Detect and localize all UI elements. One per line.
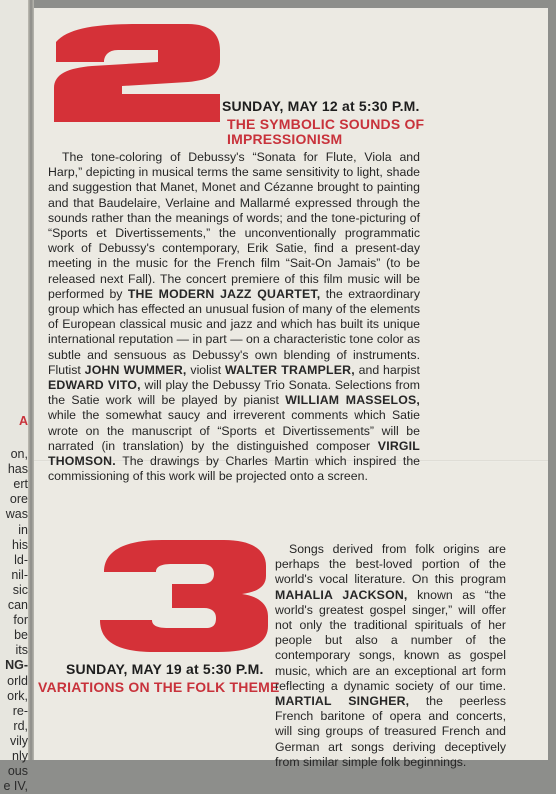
section-number-3	[96, 536, 270, 654]
left-page-fragment: for	[13, 613, 28, 628]
left-page-fragment: sic	[12, 582, 28, 597]
section-2-text: The drawings by Charles Martin which inspired the commissioning of this work will be projected onto a screen.	[48, 454, 420, 484]
left-page-column	[0, 0, 30, 794]
section-2-date: SUNDAY, MAY 12 at 5:30 P.M.	[222, 98, 420, 114]
section-2-text: the extraordinary group which has effected an unusual fusion of many of the elements of European classical music and jazz and which has built its unique international reputation — in part — on a characteristic tone color as subtle and sensuous as Debussy's own blending of instruments. Flutist	[48, 286, 420, 377]
left-page-fragment: nil-	[11, 567, 28, 582]
section-3-date: SUNDAY, MAY 19 at 5:30 P.M.	[66, 661, 264, 677]
section-3-title	[38, 680, 280, 695]
left-page-fragment: was	[5, 507, 28, 522]
left-page-fragment: ous	[7, 764, 28, 779]
performer-mahalia-jackson: MAHALIA JACKSON,	[275, 587, 408, 602]
left-page-fragment: ert	[13, 477, 28, 492]
section-2-description	[48, 150, 420, 484]
performer-walter-trampler: WALTER TRAMPLER,	[225, 362, 355, 377]
left-page-fragment: has	[7, 462, 28, 477]
section-3-title-line: VARIATIONS ON THE FOLK THEME	[38, 679, 280, 695]
left-page-fragment: be	[14, 628, 28, 643]
left-page-fragment: A	[18, 414, 28, 428]
section-3-heading	[66, 661, 264, 677]
section-number-2	[48, 22, 224, 124]
left-page-fragment: its	[15, 643, 28, 658]
performer-virgil-thomson: VIRGIL THOMSON.	[48, 438, 420, 469]
left-page-fragment: rd,	[13, 718, 28, 733]
section-3-description	[275, 542, 506, 770]
section-3-text: Songs derived from folk origins are perhaps the best-loved portion of the world's vocal literature. On this program	[275, 542, 506, 587]
left-page-fragment: nly	[12, 749, 28, 763]
performer-martial-singher: MARTIAL SINGHER,	[275, 694, 410, 709]
section-2-text: The tone-coloring of Debussy's “Sonata for Flute, Viola and Harp,” depicting in musical terms the same sensitivity to light, shade and suggestion that Manet, Monet and Cézanne brought to painting and that Baudelaire, Verlaine and Mallarmé expressed through the sounds rather than the meanings of words; and the tone-picturing of “Sports et Divertissements,” the unconventionally programmatic work of Debussy's contemporary, Erik Satie, find a present-day meeting in the music for the French film “Sait-On Jamais” (to be released next Fall). The concert premiere of this film music will be performed by	[48, 150, 420, 301]
section-2-text: while the somewhat saucy and irreverent comments which Satie wrote on the manuscript of “Sports et Divertissements” will be narrated (in translation) by the distinguished composer	[48, 408, 420, 453]
section-2-text: violist	[186, 362, 226, 377]
left-page-fragment: in	[18, 522, 28, 537]
section-2-text: and harpist	[354, 362, 420, 377]
left-page-fragment: e IV,	[3, 779, 28, 794]
section-2-title-line2: IMPRESSIONISM	[227, 131, 343, 147]
performer-modern-jazz-quartet: THE MODERN JAZZ QUARTET,	[127, 286, 321, 301]
performer-william-masselos: WILLIAM MASSELOS,	[285, 393, 420, 408]
section-2-heading	[222, 98, 420, 114]
left-page-fragment: on,	[10, 447, 28, 461]
left-page-fragment: ld-	[14, 552, 28, 567]
section-2-title-line1: THE SYMBOLIC SOUNDS OF	[227, 116, 425, 132]
left-page-fragment: re-	[12, 703, 28, 718]
section-2-title	[227, 117, 424, 147]
left-page-fragment: can	[7, 598, 28, 612]
left-page-fragment: ork,	[7, 688, 28, 703]
left-page-fragment: NG-	[5, 658, 28, 673]
left-page-fragment: vily	[9, 733, 28, 748]
section-3-text: the peerless French baritone of opera and concerts, will sing groups of treasured French and German art songs deriving deceptively from similar simple folk beginnings.	[275, 694, 506, 769]
section-3-text: known as “the world's greatest gospel singer,” will offer not only the traditional spirituals of her people but also a number of the contemporary songs, known as gospel music, which are an exceptional art form reflecting a dynamic society of our time.	[275, 587, 506, 693]
left-page-fragment: ore	[9, 492, 28, 507]
performer-john-wummer: JOHN WUMMER,	[84, 362, 187, 377]
left-page-fragment: orld	[7, 673, 28, 688]
performer-edward-vito: EDWARD VITO,	[48, 378, 141, 393]
section-2-text: will play the Debussy Trio Sonata. Selections from the Satie work will be played by pianist	[48, 378, 420, 408]
left-page-fragment: his	[12, 537, 28, 552]
